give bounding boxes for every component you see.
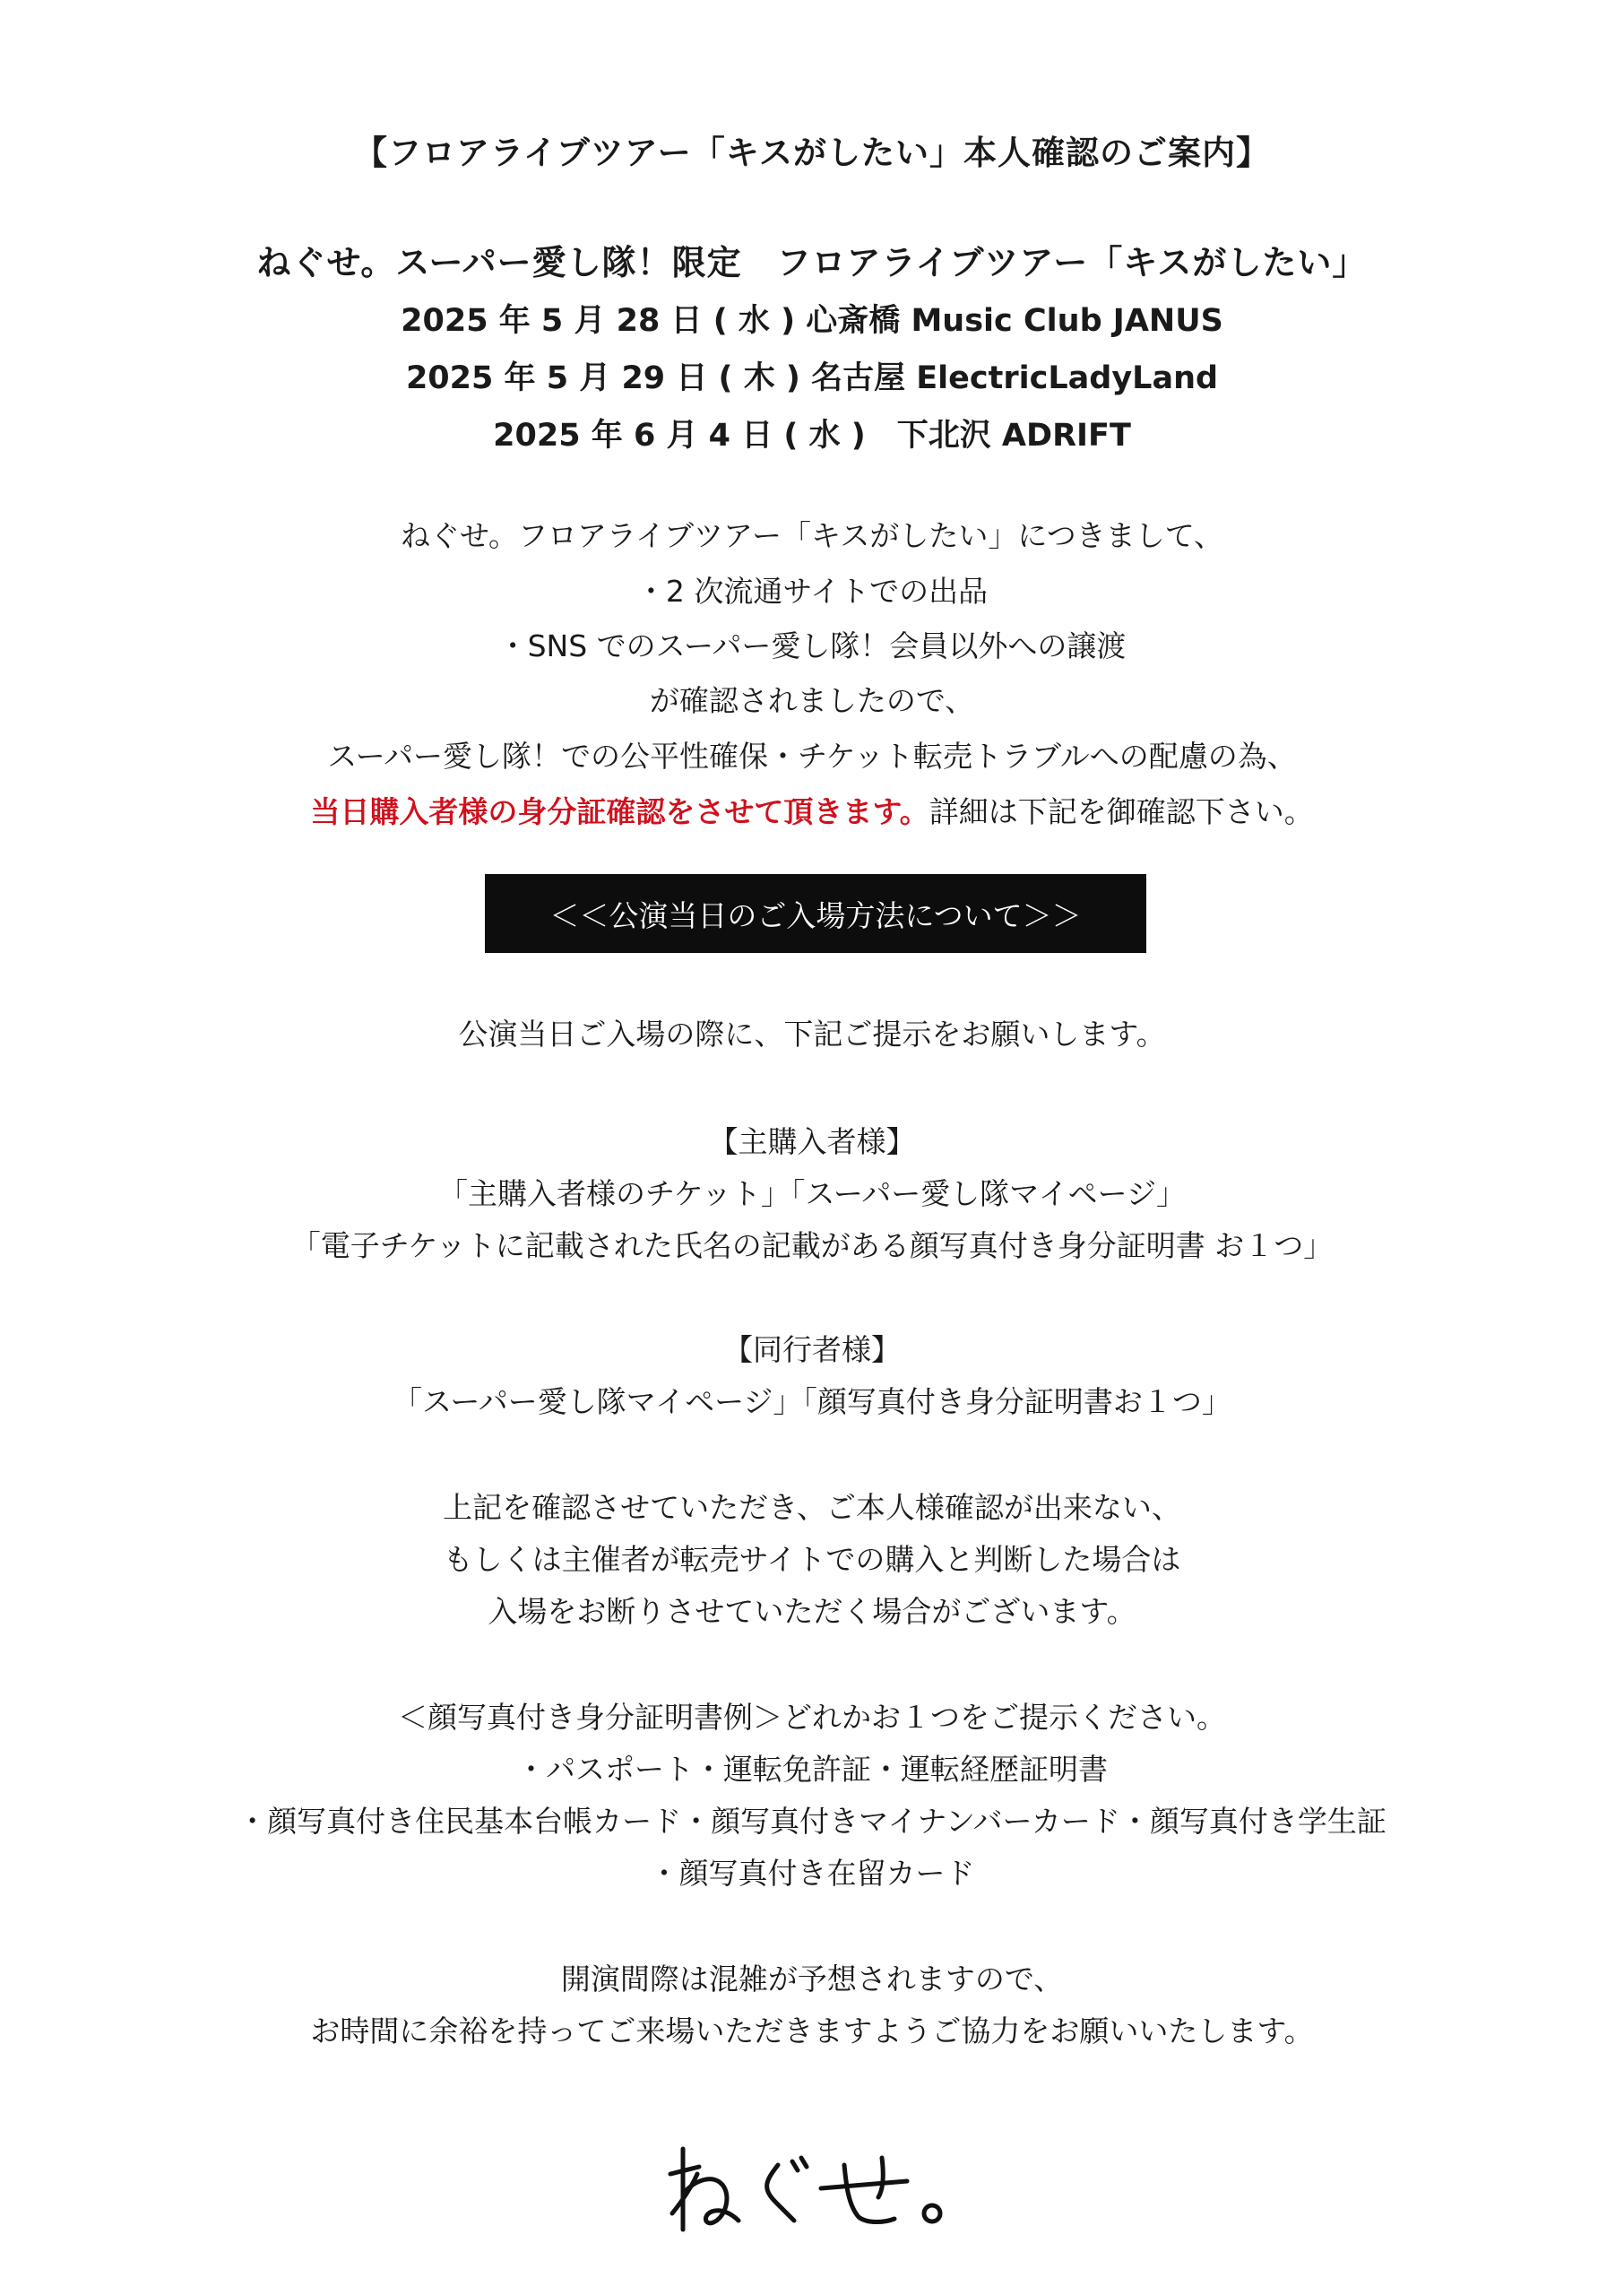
id-examples-heading: ＜顔写真付き身分証明書例＞どれかお１つをご提示ください。 (398, 1700, 1226, 1735)
intro-emphasis-line (0, 789, 1624, 831)
details-note: 詳細は下記を御確認下さい。 (929, 794, 1314, 829)
id-examples-line-3: ・顔写真付き在留カード (649, 1856, 975, 1891)
intro-line-2: ・2 次流通サイトでの出品 (635, 574, 989, 609)
main-purchaser-heading: 【主購入者様】 (708, 1124, 916, 1159)
id-examples-line-1: ・パスポート・運転免許証・運転経歴証明書 (516, 1752, 1108, 1787)
notice-line-1: 上記を確認させていただき、ご本人様確認が出来ない、 (443, 1490, 1181, 1525)
companion-heading: 【同行者様】 (723, 1332, 901, 1367)
event-date-2: 2025 年 5 月 29 日 ( 木 ) 名古屋 ElectricLadyLand (405, 360, 1219, 396)
event-date-1: 2025 年 5 月 28 日 ( 水 ) 心斎橋 Music Club JANUS (401, 303, 1223, 339)
id-check-notice: 当日購入者様の身分証確認をさせて頂きます。 (310, 794, 929, 829)
closing-line-1: 開演間際は混雑が予想されますので、 (560, 1962, 1064, 1996)
event-title: ねぐせ。スーパー愛し隊！限定 フロアライブツアー「キスがしたい」 (256, 243, 1368, 282)
intro-line-4: が確認されましたので、 (649, 683, 975, 718)
entry-request: 公演当日ご入場の際に、下記ご提示をお願いします。 (458, 1017, 1166, 1052)
notice-line-3: 入場をお断りさせていただく場合がございます。 (488, 1594, 1136, 1629)
signature-logo (663, 2138, 968, 2237)
main-purchaser-line-1: 「主購入者様のチケット」「スーパー愛し隊マイページ」 (438, 1176, 1186, 1211)
id-examples-line-2: ・顔写真付き住民基本台帳カード・顔写真付きマイナンバーカード・顔写真付き学生証 (238, 1804, 1386, 1839)
main-purchaser-line-2: 「電子チケットに記載された氏名の記載がある顔写真付き身分証明書 お１つ」 (290, 1228, 1334, 1263)
intro-line-3: ・SNS でのスーパー愛し隊！会員以外への譲渡 (497, 628, 1127, 663)
intro-line-5: スーパー愛し隊！での公平性確保・チケット転売トラブルへの配慮の為、 (327, 739, 1297, 774)
intro-line-1: ねぐせ。フロアライブツアー「キスがしたい」につきまして、 (400, 518, 1224, 553)
entry-method-banner: ＜＜公演当日のご入場方法について＞＞ (485, 874, 1146, 953)
page-title: 【フロアライブツアー「キスがしたい」本人確認のご案内】 (354, 134, 1270, 172)
event-date-3: 2025 年 6 月 4 日 ( 水 ) 下北沢 ADRIFT (493, 418, 1131, 454)
companion-line-1: 「スーパー愛し隊マイページ」「顔写真付き身分証明書お１つ」 (393, 1384, 1231, 1419)
closing-line-2: お時間に余裕を持ってご来場いただきますようご協力をお願いいたします。 (310, 2014, 1314, 2048)
notice-line-2: もしくは主催者が転売サイトでの購入と判断した場合は (443, 1542, 1181, 1577)
